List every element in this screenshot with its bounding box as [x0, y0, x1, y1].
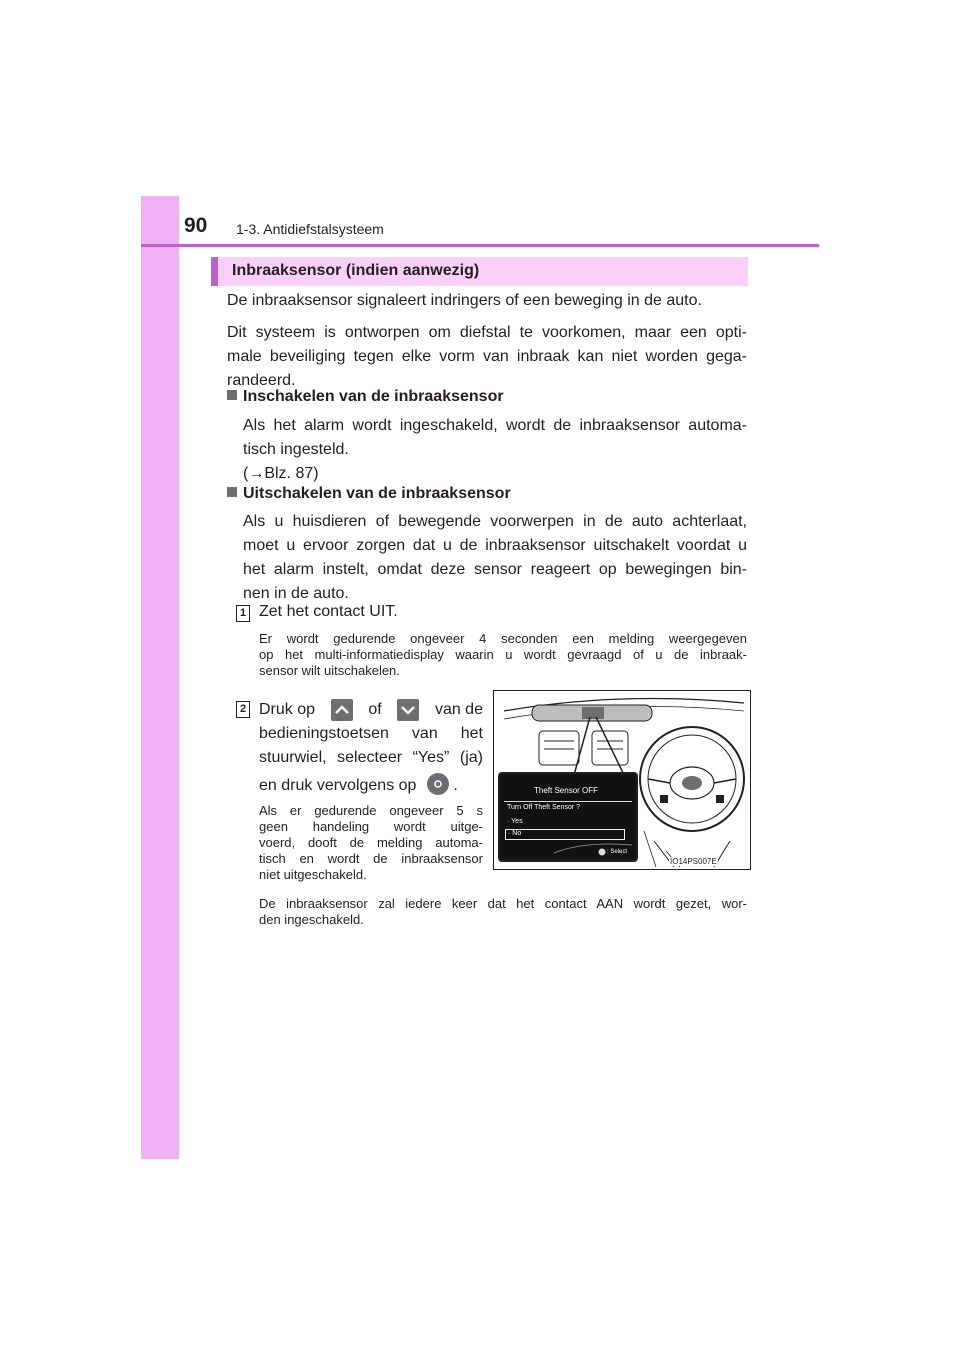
screen-option-no: · No — [508, 830, 522, 837]
header-rule — [141, 244, 819, 247]
step-1-number: 1 — [236, 605, 250, 622]
step-1-note-2: op het multi-informatiedisplay waarin u wordt gevraagd of u de inbraak- — [259, 647, 747, 662]
disable-heading: Uitschakelen van de inbraaksensor — [227, 485, 511, 503]
ok-button-icon — [427, 773, 449, 795]
disable-line-3: het alarm instelt, omdat deze sensor reageert op bewegingen bin- — [243, 561, 747, 578]
screen-title: Theft Sensor OFF — [534, 786, 599, 795]
page-number: 90 — [184, 214, 208, 237]
screen-option-no-box — [505, 829, 625, 840]
figure-code: IO14PS007E — [670, 857, 717, 866]
dashboard-drawing — [494, 691, 750, 869]
screen-question: Turn Off Theft Sensor ? — [507, 804, 581, 811]
step-1-note-3: sensor wilt uitschakelen. — [259, 663, 400, 678]
enable-line-1: Als het alarm wordt ingeschakeld, wordt de inbraaksensor automa- — [243, 417, 747, 434]
step-1-text: Zet het contact UIT. — [259, 603, 398, 620]
side-tab-bar — [141, 196, 179, 1159]
disable-line-4: nen in de auto. — [243, 585, 349, 602]
screen-select-hint: : Select — [607, 849, 628, 855]
screen-divider — [504, 801, 632, 802]
step-1-note-1: Er wordt gedurende ongeveer 4 seconden een melding weergegeven — [259, 631, 747, 646]
chevron-down-icon — [397, 699, 419, 721]
dashboard-illustration — [493, 690, 751, 870]
footer-note-2: den ingeschakeld. — [259, 912, 364, 927]
step-2-line-3: stuurwiel, selecteer “Yes” (ja) — [259, 749, 483, 766]
square-bullet-icon — [227, 487, 237, 497]
section-header — [211, 257, 748, 286]
step-2-line-4: en druk vervolgens op . — [259, 773, 458, 798]
step-2-line-1: Druk op of van de — [259, 698, 483, 722]
intro-paragraph-1: De inbraaksensor signaleert indringers of een beweging in de auto. — [227, 292, 702, 309]
chapter-title: 1-3. Antidiefstalsysteem — [236, 221, 384, 237]
disable-line-2: moet u ervoor zorgen dat u de inbraaksensor uitschakelt voordat u — [243, 537, 747, 554]
disable-line-1: Als u huisdieren of bewegende voorwerpen in de auto achterlaat, — [243, 513, 747, 530]
chevron-up-icon — [331, 699, 353, 721]
step-2-line-2: bedieningstoetsen van het — [259, 725, 483, 742]
screen-option-yes: · Yes — [507, 818, 523, 825]
footer-note-1: De inbraaksensor zal iedere keer dat het contact AAN wordt gezet, wor- — [259, 896, 747, 911]
enable-line-2: tisch ingesteld. — [243, 441, 349, 458]
enable-page-ref: (→Blz. 87) — [243, 465, 319, 482]
enable-heading: Inschakelen van de inbraaksensor — [227, 388, 504, 406]
step-2-number: 2 — [236, 701, 250, 718]
square-bullet-icon — [227, 390, 237, 400]
section-title: Inbraaksensor (indien aanwezig) — [232, 262, 480, 279]
